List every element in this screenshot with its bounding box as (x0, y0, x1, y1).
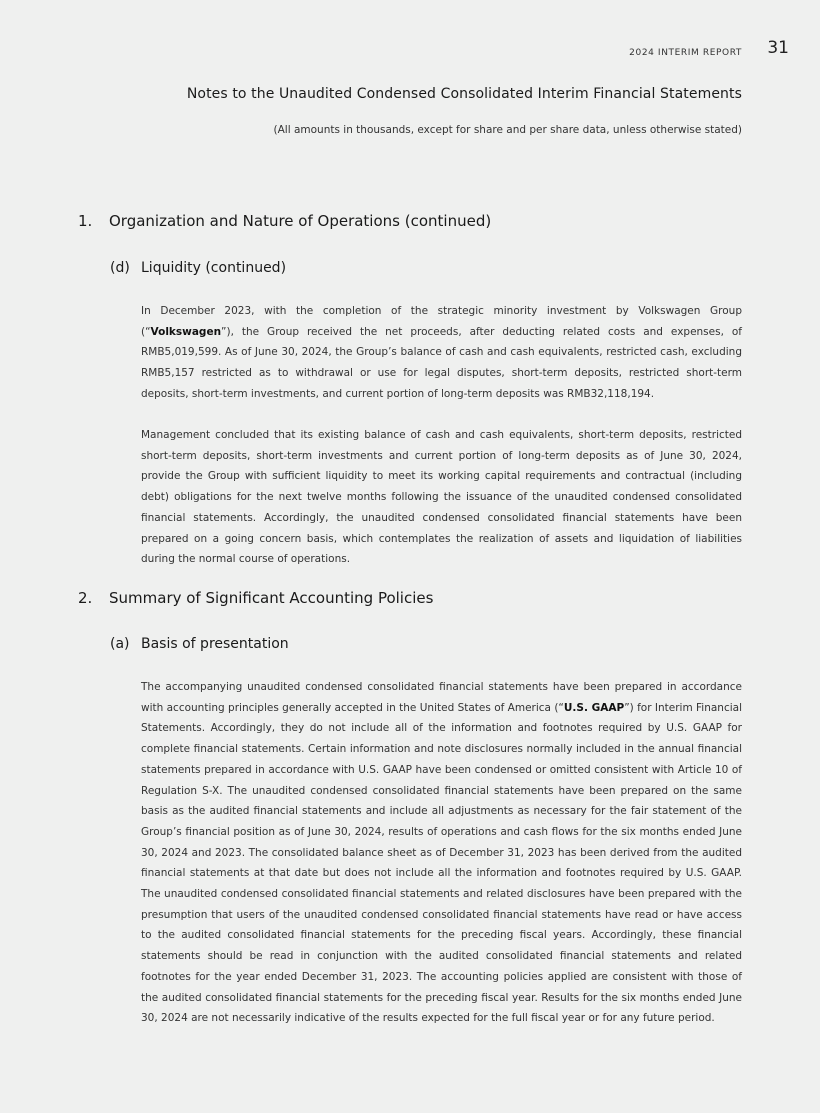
liquidity-paragraph-1-text-b: ”), the Group received the net proceeds, after deducting related costs and expenses, of RMB5,019,599. As of June 30, 2024, the Group’s balance of cash and cash equivalents, restricted cash, excluding RMB5,157 restricted as to withdrawal or use for legal disputes, short-term deposits, restricted short-term deposits, short-term investments, and current portion of long-term deposits was RMB32,118,194. (141, 325, 742, 400)
section-2-title: Summary of Significant Accounting Policies (109, 589, 434, 607)
subsection-a-title: Basis of presentation (141, 636, 289, 652)
notes-title: Notes to the Unaudited Condensed Consolidated Interim Financial Statements (186, 86, 742, 102)
section-1-number: 1. (78, 212, 93, 230)
subsection-a-number: (a) (110, 636, 130, 652)
basis-of-presentation-paragraph (141, 677, 742, 1029)
section-1-heading (78, 212, 491, 230)
section-2-heading (78, 589, 433, 607)
liquidity-paragraph-1-text-a: In December 2023, with the completion of the strategic minority investment by Volkswagen Group (“ (141, 305, 742, 338)
basis-paragraph-text-b: ”) for Interim Financial Statements. Accordingly, they do not include all of the information and footnotes required by U.S. GAAP for complete financial statements. Certain information and note disclosures normally included in the annual financial statements prepared in accordance with U.S. GAAP have been condensed or omitted consistent with Article 10 of Regulation S-X. The unaudited condensed consolidated financial statements have been prepared on the same basis as the audited financial statements and include all adjustments as necessary for the fair statement of the Group’s financial position as of June 30, 2024, results of operations and cash flows for the six months ended June 30, 2024 and 2023. The consolidated balance sheet as of December 31, 2023 has been derived from the audited financial statements at that date but does not include all the information and footnotes required by U.S. GAAP. The unaudited condensed consolidated financial statements and related disclosures have been prepared with the presumption that users of the unaudited condensed consolidated financial statements have read or have access to the audited consolidated financial statements for the preceding fiscal years. Accordingly, these financial statements should be read in conjunction with the audited consolidated financial statements and related footnotes for the year ended December 31, 2023. The accounting policies applied are consistent with those of the audited consolidated financial statements for the preceding fiscal year. Results for the six months ended June 30, 2024 are not necessarily indicative of the results expected for the full fiscal year or for any future period. (141, 701, 742, 1025)
subsection-d-title: Liquidity (continued) (141, 260, 287, 276)
subsection-d-number: (d) (110, 260, 130, 276)
subsection-d-heading (110, 260, 286, 276)
subsection-a-heading (110, 636, 289, 652)
liquidity-paragraph-1 (141, 301, 742, 405)
section-2-number: 2. (78, 589, 93, 607)
amounts-note: (All amounts in thousands, except for share and per share data, unless otherwise stated) (273, 124, 742, 136)
liquidity-paragraph-2: Management concluded that its existing balance of cash and cash equivalents, short-term deposits, restricted short-term deposits, short-term investments and current portion of long-term deposits as of June 30, 2024, provide the Group with sufficient liquidity to meet its working capital requirements and contractual (including debt) obligations for the next twelve months following the issuance of the unaudited condensed consolidated financial statements. Accordingly, the unaudited condensed consolidated financial statements have been prepared on a going concern basis, which contemplates the realization of assets and liquidation of liabilities during the normal course of operations. (141, 429, 742, 566)
basis-paragraph-text-a: The accompanying unaudited condensed consolidated financial statements have been prepared in accordance with accounting principles generally accepted in the United States of America (“ (141, 681, 742, 714)
us-gaap-term: U.S. GAAP (563, 701, 625, 714)
section-1-title: Organization and Nature of Operations (continued) (109, 212, 492, 230)
volkswagen-term: Volkswagen (150, 325, 222, 338)
report-label: 2024 INTERIM REPORT (629, 48, 742, 58)
page-number: 31 (767, 38, 789, 58)
